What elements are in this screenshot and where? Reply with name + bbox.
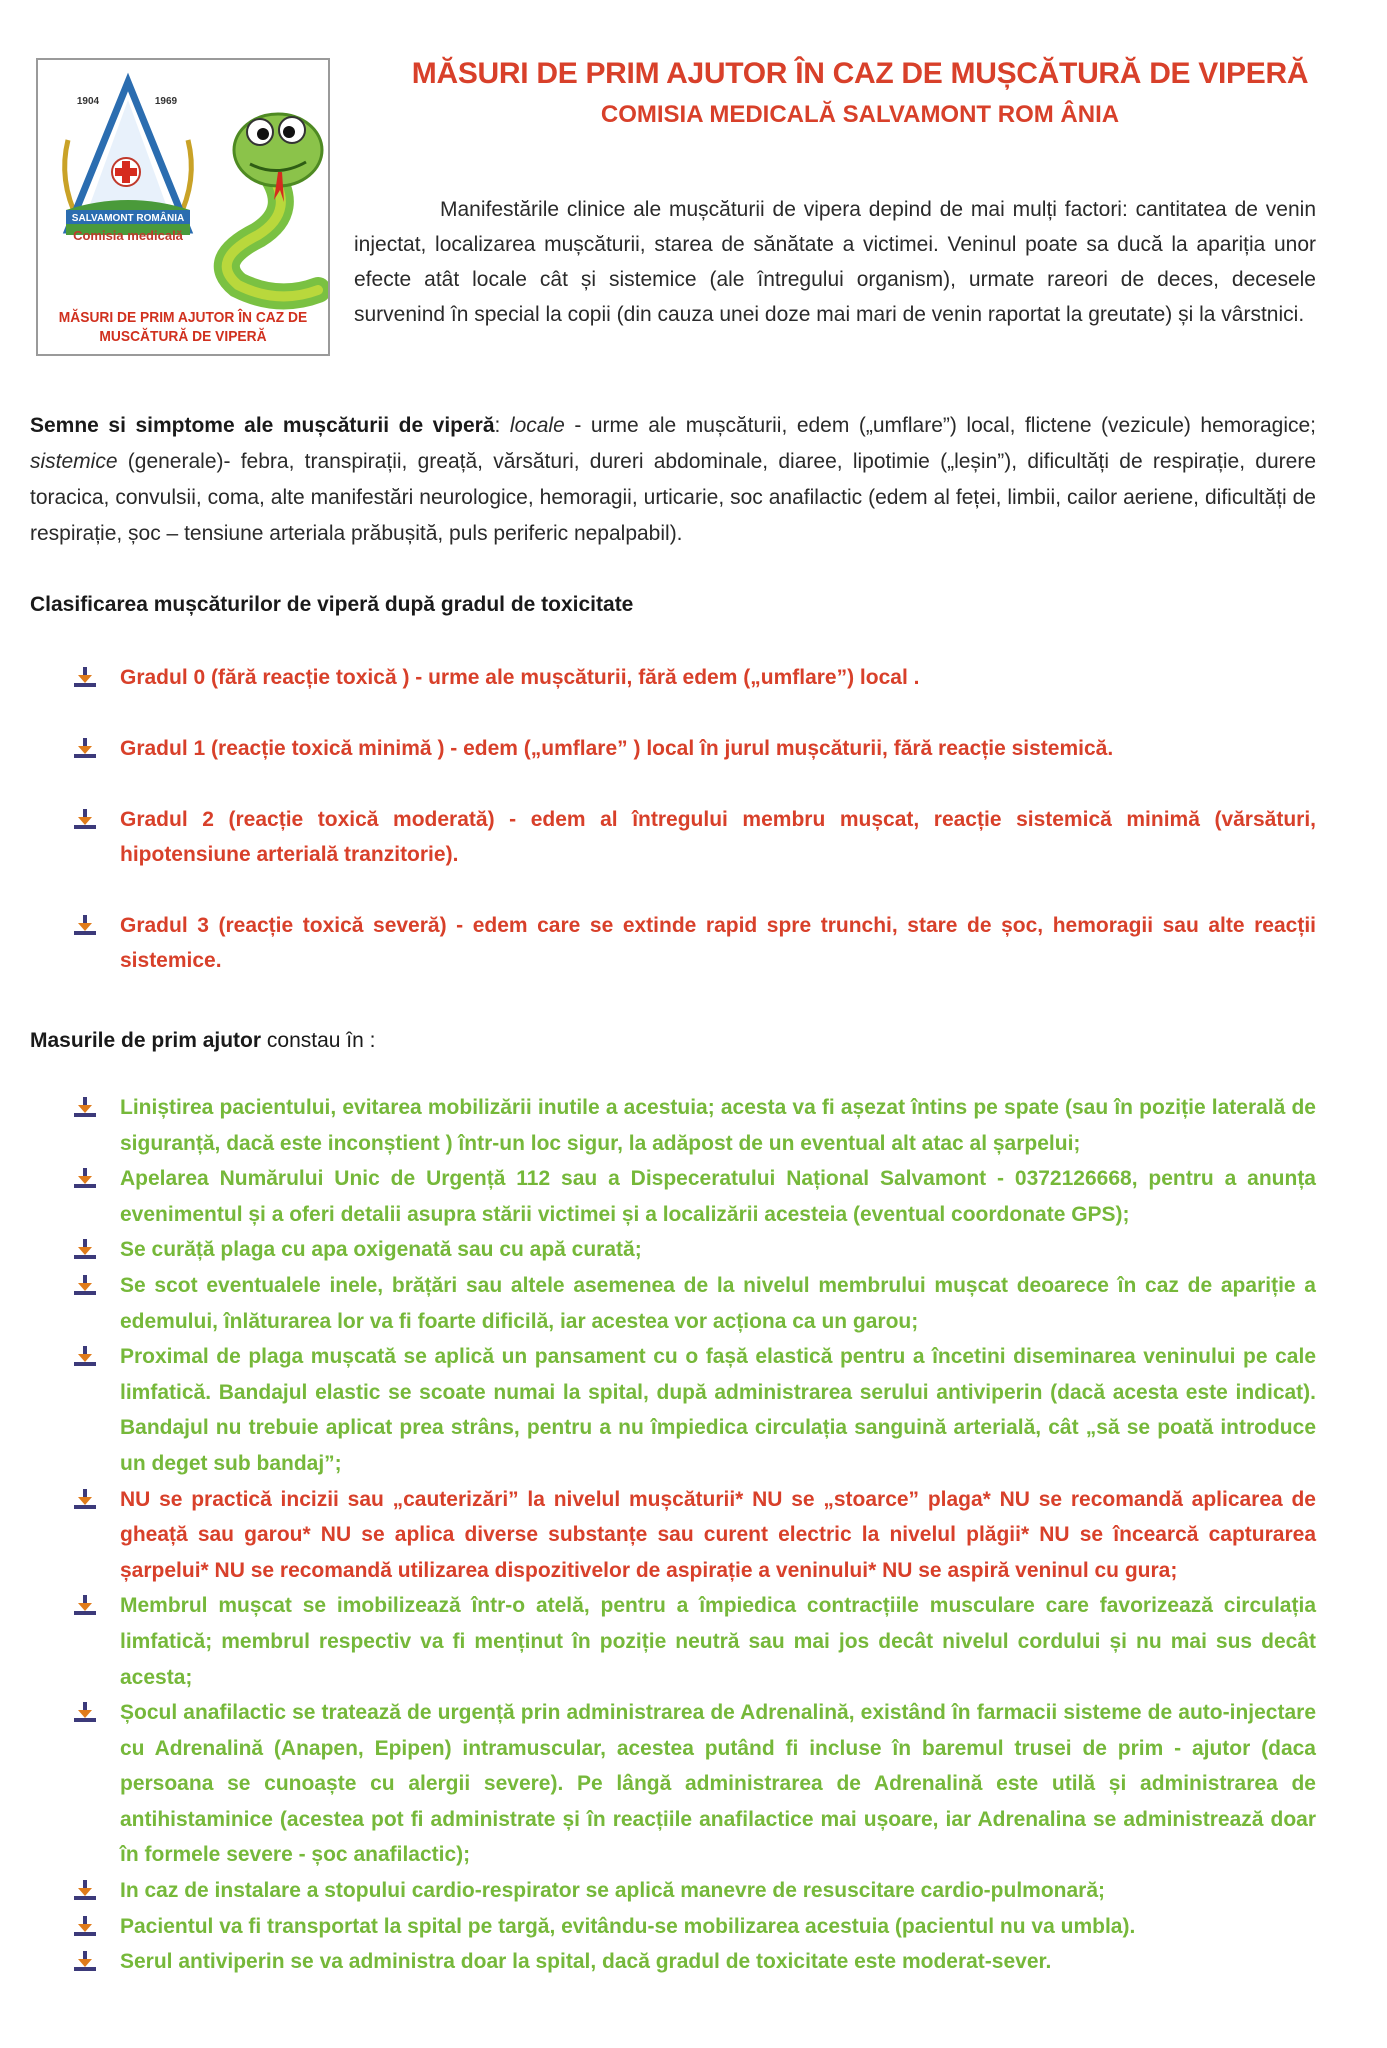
measure-text: Proximal de plaga mușcată se aplică un pansament cu o fașă elastică pentru a încetini diseminarea veninului pe cale limfatică. Bandajul elastic se scoate numai la spital, după administrarea serului antiviperin (dacă acesta este indicat). Bandajul nu trebuie aplicat prea strâns, pentru a nu împiedica circulația sanguină arterială, cât „să se poată introduce un deget sub bandaj”; [120, 1345, 1316, 1475]
measure-item [72, 1090, 1316, 1161]
measures-heading-rest: constau în : [261, 1029, 376, 1052]
signs-systemic-text: (generale)- febra, transpirații, greață, vărsături, dureri abdominale, diaree, lipotimie („leșin”), dificultăți de respirație, durere toracica, convulsii, coma, alte manifestări neurologice, hemoragii, urticarie, soc anafilactic (edem al feței, limbii, cailor aeriene, dificultăți de respirație, șoc – tensiune arteriala prăbușită, puls periferic nepalpabil). [30, 450, 1316, 545]
measure-text: Pacientul va fi transportat la spital pe targă, evitându-se mobilizarea acestuia (pacientul nu va umbla). [120, 1914, 1136, 1938]
signs-local-label: locale [509, 414, 565, 437]
measure-item [72, 1161, 1316, 1232]
measures-list [72, 1090, 1316, 1980]
grade-text: Gradul 3 (reacție toxică severă) - edem care se extinde rapid spre trunchi, stare de șoc, hemoragii sau alte reacții sistemice. [120, 914, 1316, 972]
bullet-arrow-icon [72, 1594, 98, 1616]
intro-paragraph [354, 192, 1316, 332]
bullet-arrow-icon [72, 1345, 98, 1367]
signs-local-text: - urme ale mușcăturii, edem („umflare”) local, flictene (vezicule) hemoragice; [564, 414, 1316, 437]
signs-systemic-label: sistemice [30, 450, 118, 473]
bullet-arrow-icon [72, 1488, 98, 1510]
logo-caption: MĂSURI DE PRIM AJUTOR ÎN CAZ DE MUSCĂTURĂ DE VIPERĂ [58, 309, 308, 345]
measure-text: In caz de instalare a stopului cardio-respirator se aplică manevre de resuscitare cardio-pulmonară; [120, 1879, 1106, 1903]
measure-text: Apelarea Numărului Unic de Urgență 112 sau a Dispeceratului Național Salvamont - 0372126668, pentru a anunța evenimentul și a oferi detalii asupra stării victimei și a localizării acesteia (eventual coordonate GPS); [120, 1167, 1316, 1226]
measure-text: Se curăță plaga cu apa oxigenată sau cu apă curată; [120, 1238, 642, 1262]
measure-text: Serul antiviperin se va administra doar la spital, dacă gradul de toxicitate este moderat-sever. [120, 1950, 1052, 1974]
grade-text: Gradul 1 (reacție toxică minimă ) - edem („umflare” ) local în jurul mușcăturii, fără reacție sistemică. [120, 737, 1114, 760]
bullet-arrow-icon [72, 1274, 98, 1296]
classification-heading: Clasificarea mușcăturilor de viperă după gradul de toxicitate [30, 593, 634, 616]
measure-text: Șocul anafilactic se tratează de urgență prin administrarea de Adrenalină, existând în farmacii sisteme de auto-injectare cu Adrenalină (Anapen, Epipen) intramuscular, acestea putând fi incluse în baremul trusei de prim - ajutor (daca persoana se cunoaște cu alergii severe). Pe lângă administrarea de Adrenalină este utilă și administrarea de antihistaminice (acestea pot fi administrate și în reacțiile anafilactice mai ușoare, iar Adrenalina se administrează doar în formele severe - șoc anafilactic); [120, 1701, 1316, 1867]
bullet-arrow-icon [72, 737, 98, 759]
measure-text: Liniștirea pacientului, evitarea mobilizării inutile a acestuia; acesta va fi așezat întins pe spate (sau în poziție laterală de siguranță, dacă este inconștient ) într-un loc sigur, la adăpost de un eventual alt atac al șarpelui; [120, 1096, 1316, 1155]
measure-item [72, 1482, 1316, 1589]
measure-item [72, 1268, 1316, 1339]
grade-item [72, 908, 1316, 978]
bullet-arrow-icon [72, 1167, 98, 1189]
bullet-arrow-icon [72, 1879, 98, 1901]
page-subtitle: COMISIA MEDICALĂ SALVAMONT ROM ÂNIA [600, 101, 1120, 128]
measure-item [72, 1339, 1316, 1481]
bullet-arrow-icon [72, 1950, 98, 1972]
measure-item [72, 1695, 1316, 1873]
measure-text: Se scot eventualele inele, brățări sau altele asemenea de la nivelul membrului mușcat deoarece în caz de apariție a edemului, înlăturarea lor va fi foarte dificilă, iar acestea vor acționa ca un garou; [120, 1273, 1316, 1333]
logo-org-line2: Comisia medicală [73, 228, 183, 243]
bullet-arrow-icon [72, 808, 98, 830]
page-title: MĂSURI DE PRIM AJUTOR ÎN CAZ DE MUȘCĂTURĂ DE VIPERĂ [411, 57, 1309, 90]
bullet-arrow-icon [72, 1701, 98, 1723]
logo-year-right: 1969 [154, 96, 178, 107]
measure-text: Membrul mușcat se imobilizează într-o atelă, pentru a împiedica contracțiile musculare care favorizează circulația limfatică; membrul respectiv va fi menținut în poziție neutră sau mai jos decât nivelul cordului și nu mai sus decât acesta; [120, 1594, 1316, 1689]
grade-item [72, 731, 1316, 766]
grade-text: Gradul 0 (fără reacție toxică ) - urme ale mușcăturii, fără edem („umflare”) local . [120, 666, 920, 689]
signs-paragraph: Semne si simptome ale mușcăturii de viperă: locale - urme ale mușcăturii, edem („umflare”) local, flictene (vezicule) hemoragice; sistemice (generale)- febra, transpirații, greață, vărsături, dureri abdominale, diaree, lipotimie („leșin”), dificultăți de respirație, durere toracica, convulsii, coma, alte manifestări neurologice, hemoragii, urticarie, soc anafilactic (edem al feței, limbii, cailor aeriene, dificultăți de respirație, șoc – tensiune arteriala prăbușită, puls periferic nepalpabil). [30, 414, 1316, 545]
measure-item [72, 1232, 1316, 1268]
measures-heading [30, 1026, 1316, 1056]
measure-text: NU se practică incizii sau „cauterizări” la nivelul mușcăturii* NU se „stoarce” plaga* NU se recomandă aplicarea de gheață sau garou* NU se aplica diverse substanțe sau curent electric la nivelul plăgii* NU se încearcă capturarea șarpelui* NU se recomandă utilizarea dispozitivelor de aspirație a veninului* NU se aspiră veninul cu gura; [120, 1487, 1316, 1582]
grade-item [72, 660, 1316, 695]
bullet-arrow-icon [72, 1096, 98, 1118]
measures-heading-bold: Masurile de prim ajutor [30, 1029, 262, 1052]
logo-year-left: 1904 [76, 96, 100, 107]
grade-text: Gradul 2 (reacție toxică moderată) - edem al întregului membru mușcat, reacție sistemică minimă (vărsături, hipotensiune arterială tranzitorie). [120, 808, 1316, 866]
bullet-arrow-icon [72, 1238, 98, 1260]
bullet-arrow-icon [72, 666, 98, 688]
snake-icon [38, 60, 330, 310]
intro-text: Manifestările clinice ale mușcăturii de vipera depind de mai mulți factori: cantitatea de venin injectat, localizarea mușcăturii, starea de sănătate a victimei. Veninul poate sa ducă la apariția unor efecte atât locale cât și sistemice (ale întregului organism), urmate rareori de deces, decesele survenind în special la copii (din cauza unei doze mai mari de venin raportat la greutate) și la vârstnici. [354, 198, 1316, 326]
measure-item [72, 1873, 1316, 1909]
logo-org-line1: SALVAMONT ROMÂNIA [71, 213, 185, 224]
signs-heading: Semne si simptome ale mușcăturii de viperă [30, 414, 495, 437]
measure-item [72, 1909, 1316, 1945]
bullet-arrow-icon [72, 1915, 98, 1937]
grade-item [72, 802, 1316, 872]
grade-list [72, 660, 1316, 1014]
measure-item [72, 1944, 1316, 1980]
bullet-arrow-icon [72, 914, 98, 936]
measure-item [72, 1588, 1316, 1695]
salvamont-logo [36, 58, 330, 356]
